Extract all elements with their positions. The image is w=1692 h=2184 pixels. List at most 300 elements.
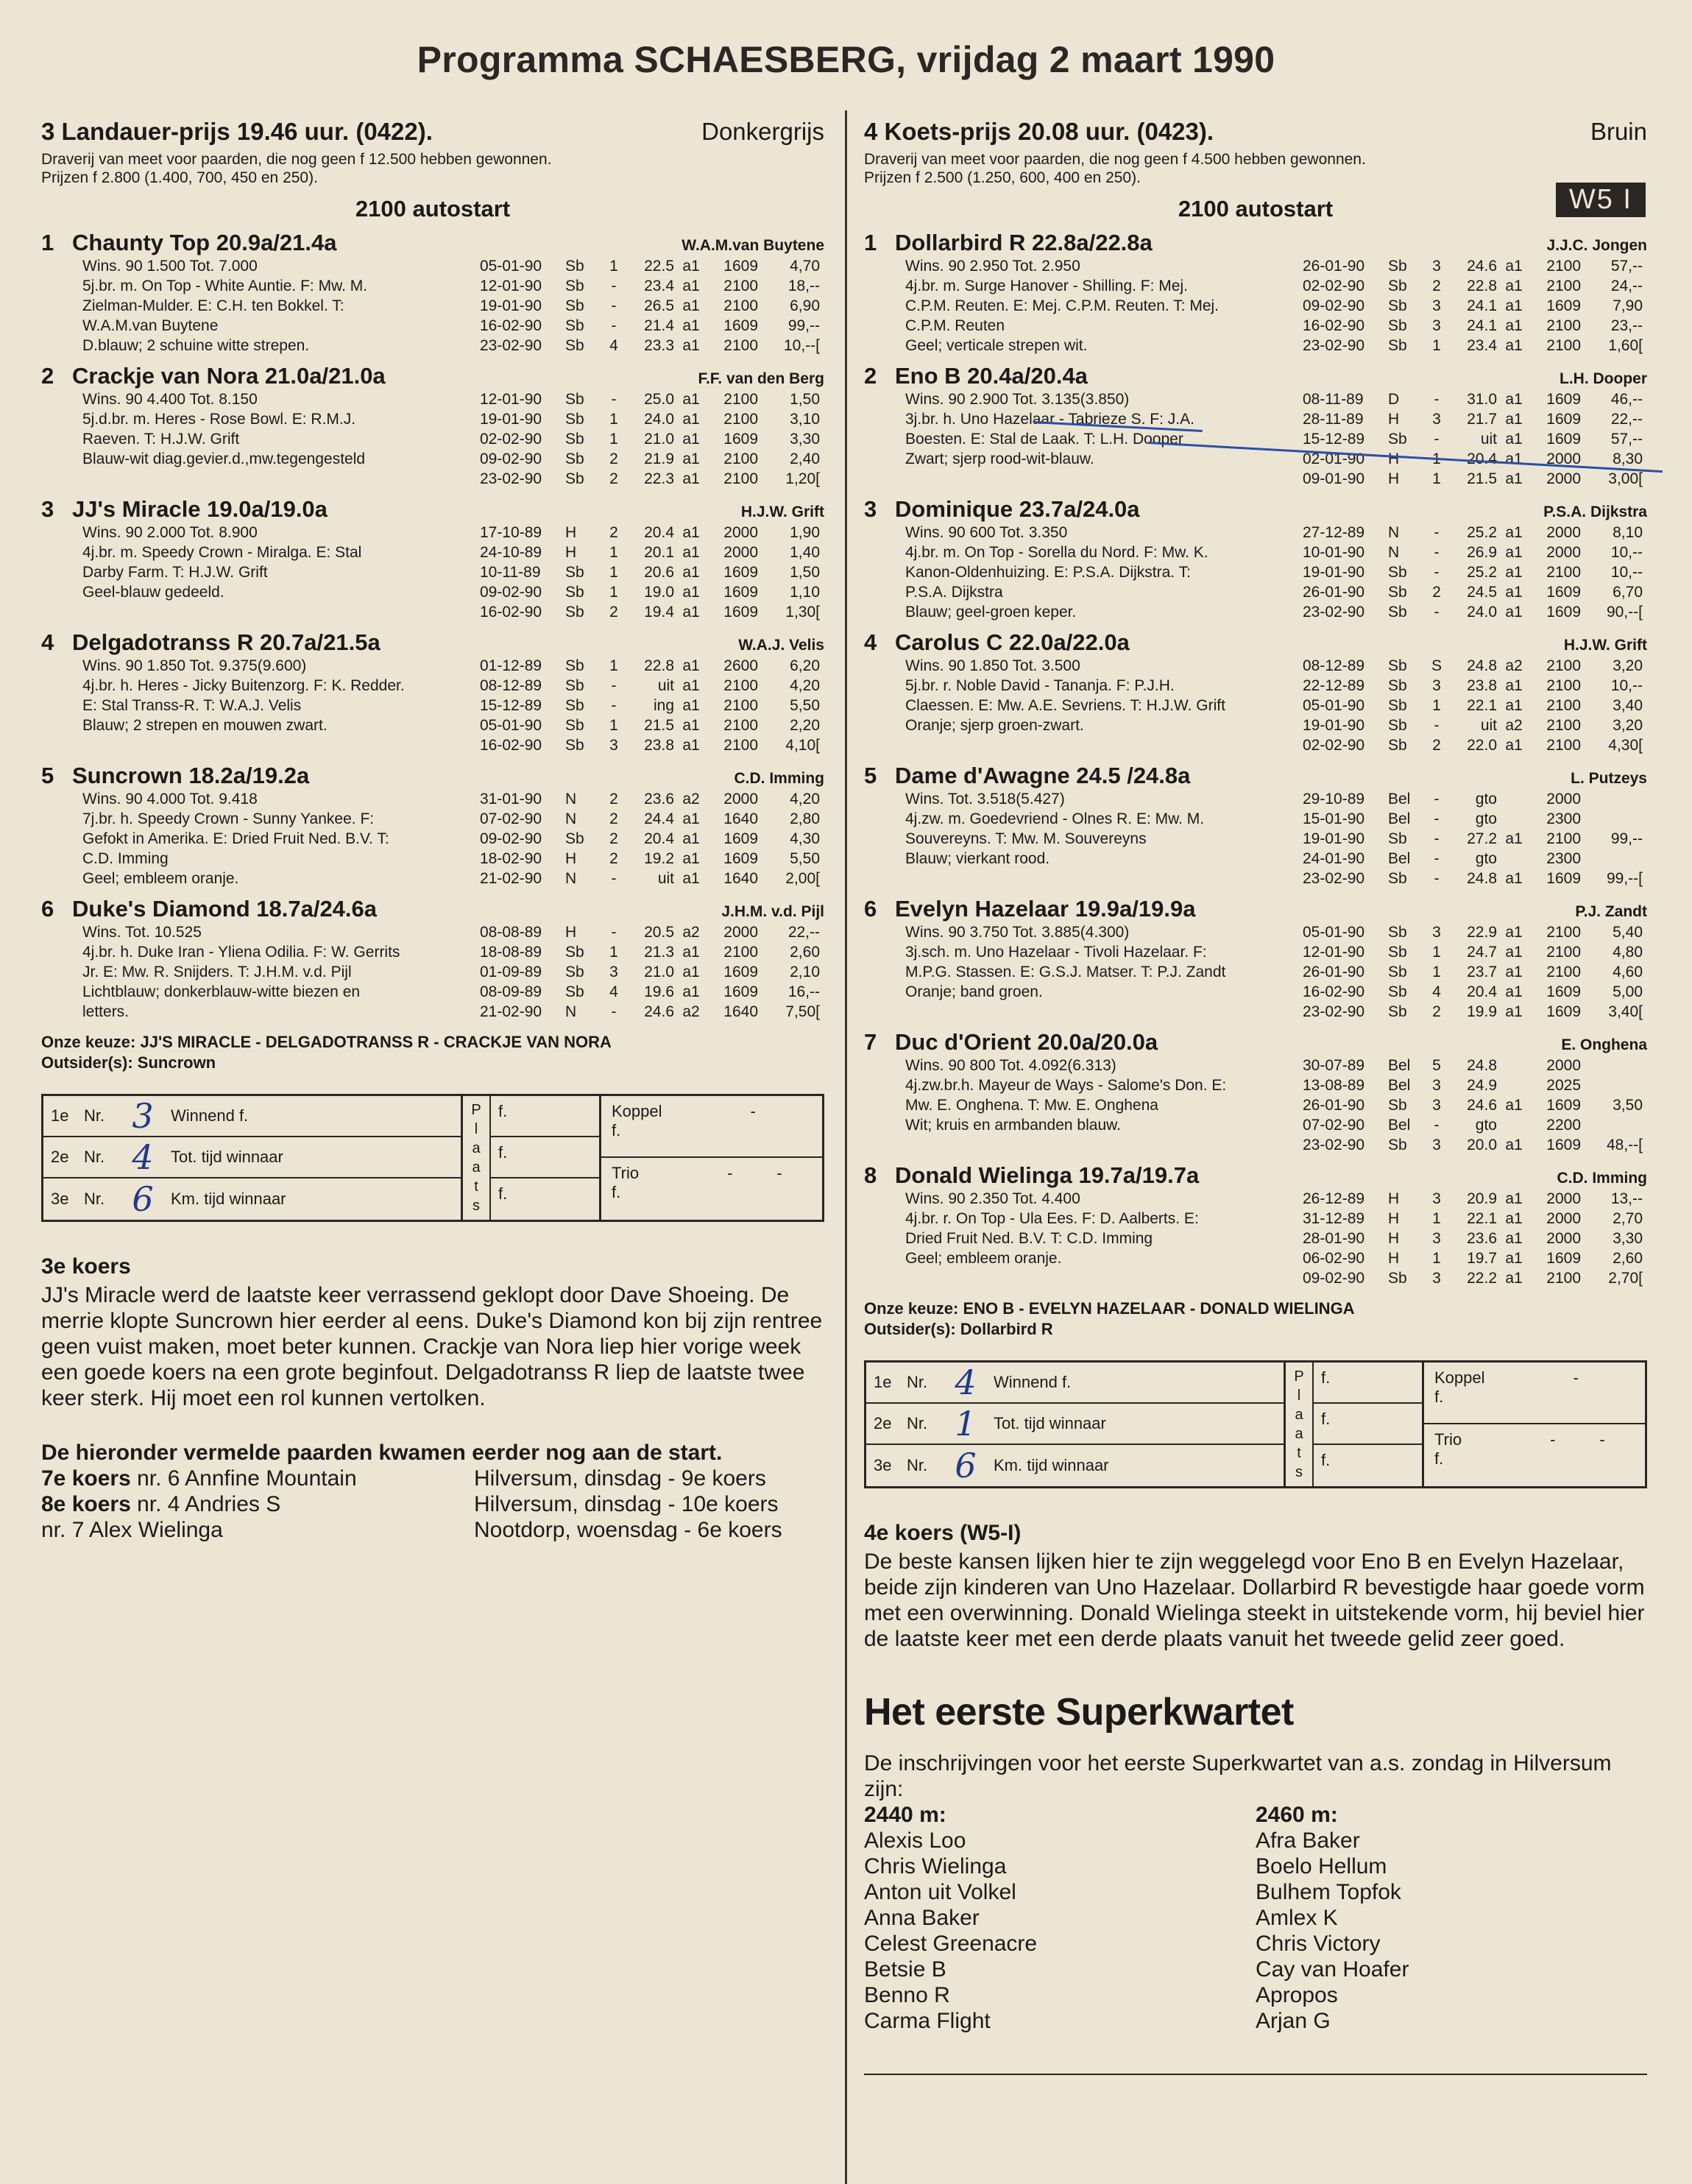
superkwartet-horse: Amlex K [1256, 1906, 1338, 1930]
earlier-starter-venue: Hilversum, dinsdag - 9e koers [474, 1466, 766, 1491]
form-cell: Sb [1388, 944, 1407, 961]
form-cell: 1 [1432, 1210, 1441, 1227]
form-table [480, 256, 820, 356]
form-cell: 1 [609, 258, 618, 275]
horse-info-line: Blauw-wit diag.gevier.d.,mw.tegengesteld [82, 450, 366, 467]
horse-body [905, 789, 1647, 888]
form-row [1303, 789, 1643, 809]
form-cell: 2100 [1546, 258, 1581, 275]
form-row [480, 696, 820, 715]
form-row [1303, 523, 1643, 543]
form-cell: Sb [1388, 983, 1407, 1000]
superkwartet-horse: Chris Victory [1256, 1932, 1381, 1956]
form-cell: 22.9 [1467, 924, 1497, 941]
form-cell: 4 [609, 337, 618, 354]
horse-info-line: 4j.zw. m. Goedevriend - Olnes R. E: Mw. M. [905, 810, 1205, 827]
horse-info-line: D.blauw; 2 schuine witte strepen. [82, 337, 310, 354]
form-cell: 2300 [1546, 810, 1581, 827]
form-cell: 3,30 [790, 431, 820, 448]
form-cell: 28-11-89 [1303, 411, 1364, 428]
horse-info-line: 4j.zw.br.h. Mayeur de Ways - Salome's Don. E: [905, 1077, 1227, 1094]
form-cell: 22.5 [644, 258, 674, 275]
horse-name: Dominique 23.7a/24.0a [895, 496, 1140, 522]
horse-name: Dame d'Awagne 24.5 /24.8a [895, 763, 1191, 788]
horse-trainer: H.J.W. Grift [740, 503, 824, 520]
horse-info [82, 256, 480, 356]
form-cell: 2200 [1546, 1117, 1581, 1134]
result-place: 3e [51, 1190, 69, 1208]
form-cell: 24.6 [644, 1003, 674, 1020]
form-cell: H [1388, 1210, 1400, 1227]
trio-dash: - [776, 1164, 782, 1182]
form-cell: 19.7 [1467, 1250, 1497, 1267]
form-cell: 05-01-90 [480, 258, 542, 275]
form-cell: 1 [609, 657, 618, 674]
form-cell: 1,40 [790, 544, 820, 561]
form-cell: 1 [609, 944, 618, 961]
form-cell: 15-01-90 [1303, 810, 1365, 827]
form-cell: 2 [609, 810, 618, 827]
form-cell: Sb [565, 431, 584, 448]
superkwartet-horse: Celest Greenacre [864, 1932, 1038, 1956]
horse-body [905, 1056, 1647, 1155]
form-cell: 3 [1432, 411, 1441, 428]
form-cell: a1 [1505, 983, 1523, 1000]
horse-entry [864, 763, 1647, 888]
form-cell: - [611, 677, 617, 694]
form-cell: 12-01-90 [480, 278, 542, 294]
horse-header [41, 230, 824, 256]
form-cell: 2 [1432, 584, 1441, 601]
form-cell: a2 [682, 1003, 700, 1020]
form-cell: 2300 [1546, 850, 1581, 867]
form-table [1303, 922, 1643, 1022]
form-cell: Sb [565, 317, 584, 334]
superkwartet-horse: Boelo Hellum [1256, 1854, 1387, 1879]
form-cell: 1,30[ [785, 604, 820, 621]
form-cell: 6,20 [790, 657, 820, 674]
earlier-horse-text: nr. 4 Andries S [130, 1492, 281, 1516]
form-cell: 23-02-90 [480, 337, 542, 354]
form-cell: a1 [682, 870, 700, 887]
form-cell: 1609 [723, 964, 758, 980]
form-row [1303, 982, 1643, 1002]
superkwartet-horse: Bulhem Topfok [1256, 1880, 1401, 1904]
form-cell: - [1434, 524, 1440, 541]
horse-info [905, 789, 1303, 888]
form-row [1303, 1189, 1643, 1209]
horse-info-line: C.P.M. Reuten. E: Mej. C.P.M. Reuten. T: Mej. [905, 297, 1220, 314]
form-cell: 24-01-90 [1303, 850, 1365, 867]
form-cell: 18-08-89 [480, 944, 542, 961]
form-cell: 2000 [1546, 450, 1581, 467]
form-cell: Bel [1388, 850, 1411, 867]
form-cell: 24.6 [1467, 258, 1497, 275]
form-cell: 4,70 [790, 258, 820, 275]
form-cell [1581, 1056, 1643, 1075]
form-cell: Sb [565, 697, 584, 714]
form-cell: 12-01-90 [1303, 944, 1365, 961]
form-cell: 08-12-89 [1303, 657, 1365, 674]
form-cell: - [1434, 604, 1440, 621]
form-cell: 1609 [1546, 604, 1581, 621]
analysis-title: 4e koers (W5-I) [864, 1521, 1022, 1545]
horse-entry [41, 363, 824, 489]
horse-info-line: Jr. E: Mw. R. Snijders. T: J.H.M. v.d. Pijl [82, 964, 352, 980]
form-cell: Sb [1388, 564, 1407, 581]
form-cell: 5,40 [1613, 924, 1643, 941]
form-cell: 3,50 [1613, 1097, 1643, 1114]
form-cell: gto [1475, 850, 1497, 867]
form-cell: H [565, 924, 577, 941]
form-cell: 1609 [723, 983, 758, 1000]
form-cell: 22.1 [1467, 1210, 1497, 1227]
form-cell: 22,-- [1610, 411, 1643, 428]
horse-info-line: Raeven. T: H.J.W. Grift [82, 431, 240, 448]
form-cell: a1 [682, 944, 700, 961]
form-cell: 23.7 [1467, 964, 1497, 980]
horse-number: 6 [864, 896, 877, 922]
horse-info [905, 389, 1303, 489]
result-box [41, 1094, 824, 1222]
form-cell: 1,60[ [1608, 337, 1643, 354]
form-cell: 2100 [723, 337, 758, 354]
horse-header [864, 1162, 1647, 1189]
horse-info-line: 3j.sch. m. Uno Hazelaar - Tivoli Hazelaar. F: [905, 944, 1207, 961]
horse-trainer: F.F. van den Berg [698, 370, 824, 387]
horse-info-line: Zielman-Mulder. E: C.H. ten Bokkel. T: [82, 297, 344, 314]
superkwartet-horse: Cay van Hoafer [1256, 1957, 1409, 1982]
form-row [480, 449, 820, 469]
form-table [1303, 656, 1643, 755]
form-cell: 20.4 [644, 524, 674, 541]
earlier-race-label: 8e koers [41, 1492, 131, 1516]
form-cell: 19.2 [644, 850, 674, 867]
horse-info-line: letters. [82, 1003, 130, 1020]
form-cell: Bel [1388, 1077, 1411, 1094]
horse-info-line: Oranje; band groen. [905, 983, 1043, 1000]
form-cell: 02-01-90 [1303, 450, 1365, 467]
our-choice [864, 1298, 1647, 1340]
form-cell: 99,--[ [1606, 870, 1643, 887]
horse-info [905, 1189, 1303, 1288]
race-4-column [864, 118, 1647, 2075]
form-cell: Sb [565, 411, 584, 428]
form-cell: 13-08-89 [1303, 1077, 1365, 1094]
horse-body [82, 256, 824, 356]
form-cell: H [565, 850, 577, 867]
form-cell: 23-02-90 [1303, 337, 1365, 354]
form-cell: - [1434, 431, 1440, 448]
form-cell: 2000 [723, 524, 758, 541]
result-box [864, 1360, 1647, 1488]
horse-info-line: Wins. 90 2.000 Tot. 8.900 [82, 524, 258, 541]
form-row [1303, 1095, 1643, 1115]
form-cell: 1 [1432, 337, 1441, 354]
horse-info-line: Wins. 90 1.850 Tot. 3.500 [905, 657, 1080, 674]
form-cell: Sb [1388, 1270, 1407, 1287]
form-cell: 1609 [723, 317, 758, 334]
result-place: 3e [874, 1456, 892, 1474]
form-row [1303, 469, 1643, 489]
horse-info-line: Geel; verticale strepen wit. [905, 337, 1088, 354]
form-cell: N [565, 1003, 577, 1020]
horse-info-line: Wins. 90 2.350 Tot. 4.400 [905, 1190, 1080, 1207]
form-cell: N [565, 870, 577, 887]
form-row [480, 256, 820, 276]
horse-body [82, 789, 824, 888]
form-cell: 26-01-90 [1303, 1097, 1365, 1114]
horse-info-line: Wins. 90 4.400 Tot. 8.150 [82, 391, 258, 408]
form-cell: Sb [1388, 317, 1407, 334]
result-f-cell: f. [1321, 1451, 1331, 1469]
horse-body [905, 523, 1647, 622]
form-row [480, 869, 820, 888]
horse-header [864, 363, 1647, 389]
form-cell: 1 [609, 411, 618, 428]
form-cell: 23.6 [1467, 1230, 1497, 1247]
form-cell: 16-02-90 [480, 317, 542, 334]
form-cell: Sb [1388, 278, 1407, 294]
horse-info-line: C.P.M. Reuten [905, 317, 1005, 334]
form-cell: Sb [1388, 924, 1407, 941]
horse-info [82, 523, 480, 622]
form-cell: 19-01-90 [1303, 717, 1365, 734]
form-cell: Sb [565, 564, 584, 581]
form-cell: 20.9 [1467, 1190, 1497, 1207]
form-cell [1497, 789, 1531, 809]
form-cell: 4,30 [790, 830, 820, 847]
form-row [1303, 276, 1643, 296]
result-label: Tot. tijd winnaar [171, 1148, 283, 1166]
form-cell: 05-01-90 [1303, 697, 1365, 714]
form-cell: a1 [682, 337, 700, 354]
form-row [1303, 942, 1643, 962]
form-cell: 1609 [1546, 1250, 1581, 1267]
form-row [480, 543, 820, 562]
our-choice-line: Onze keuze: ENO B - EVELYN HAZELAAR - DONALD WIELINGA [864, 1299, 1355, 1318]
form-cell: Bel [1388, 791, 1411, 807]
form-cell: S [1431, 657, 1442, 674]
form-cell: 5,50 [790, 850, 820, 867]
form-cell: Bel [1388, 810, 1411, 827]
form-cell: 2,40 [790, 450, 820, 467]
form-cell: H [1388, 470, 1400, 487]
form-cell: a1 [1505, 924, 1523, 941]
form-cell: N [1388, 544, 1400, 561]
result-row [43, 1178, 461, 1220]
form-cell: 29-10-89 [1303, 791, 1365, 807]
form-cell: Sb [565, 737, 584, 754]
form-row [1303, 562, 1643, 582]
horse-info-line: M.P.G. Stassen. E: G.S.J. Matser. T: P.J. Zandt [905, 964, 1226, 980]
form-cell: - [611, 924, 617, 941]
form-cell: 23.8 [644, 737, 674, 754]
form-cell: 1,10 [790, 584, 820, 601]
form-cell: a1 [1505, 964, 1523, 980]
horse-info-line: Blauw; vierkant rood. [905, 850, 1050, 867]
form-cell: Sb [1388, 870, 1407, 887]
form-cell: D [1388, 391, 1400, 408]
form-cell: 20.4 [1467, 450, 1497, 467]
form-cell: 31-01-90 [480, 791, 542, 807]
form-cell: - [611, 391, 617, 408]
form-cell: Sb [565, 964, 584, 980]
form-cell: 02-02-90 [1303, 278, 1365, 294]
form-cell: 1 [1432, 697, 1441, 714]
form-cell: 3 [1432, 297, 1441, 314]
form-table [1303, 1056, 1643, 1155]
race-3-column [41, 118, 824, 1543]
horse-entry [41, 763, 824, 888]
form-cell: 2100 [1546, 737, 1581, 754]
column-divider [845, 110, 847, 2184]
form-cell: Sb [565, 470, 584, 487]
form-cell: 24.1 [1467, 317, 1497, 334]
form-cell: - [1434, 391, 1440, 408]
form-cell: 5,00 [1613, 983, 1643, 1000]
earlier-starter-horse [41, 1491, 474, 1517]
form-cell: Sb [565, 337, 584, 354]
form-cell: 1 [1432, 470, 1441, 487]
horse-info [905, 1056, 1303, 1155]
form-cell: uit [1480, 431, 1497, 448]
handwritten-number: 4 [132, 1137, 154, 1177]
horse-body [82, 389, 824, 489]
horse-trainer: H.J.W. Grift [1563, 637, 1647, 654]
race-conditions [864, 150, 1647, 187]
superkwartet-intro: De inschrijvingen voor het eerste Superkwartet van a.s. zondag in Hilversum zijn: [864, 1751, 1612, 1801]
horse-trainer: C.D. Imming [734, 770, 824, 787]
form-cell: 26-01-90 [1303, 258, 1365, 275]
form-cell: 1609 [723, 431, 758, 448]
form-row [480, 735, 820, 755]
form-cell: 19.9 [1467, 1003, 1497, 1020]
form-row [1303, 922, 1643, 942]
form-cell: a1 [1505, 544, 1523, 561]
form-table [480, 389, 820, 489]
form-cell: Sb [565, 584, 584, 601]
plaats-letter: a [472, 1140, 481, 1156]
form-cell: 24.4 [644, 810, 674, 827]
form-row [480, 409, 820, 429]
form-cell: a1 [682, 278, 700, 294]
bottom-rule [864, 2074, 1647, 2075]
horse-info-line: Wins. 90 2.900 Tot. 3.135(3.850) [905, 391, 1130, 408]
form-row [1303, 1056, 1643, 1075]
form-cell: Sb [565, 717, 584, 734]
form-cell [1497, 849, 1531, 869]
horse-info-line: C.D. Imming [82, 850, 169, 867]
earlier-starter-horse [41, 1466, 474, 1491]
result-f-column [491, 1096, 601, 1220]
form-cell: a1 [682, 657, 700, 674]
form-cell: a1 [682, 524, 700, 541]
trio-cell [601, 1158, 822, 1220]
form-cell: 2100 [723, 737, 758, 754]
form-cell: 3,20 [1613, 657, 1643, 674]
horse-info-line: Lichtblauw; donkerblauw-witte biezen en [82, 983, 361, 1000]
horse-info [905, 256, 1303, 356]
form-cell: H [1388, 1230, 1400, 1247]
form-cell: N [1388, 524, 1400, 541]
form-cell: 18-02-90 [480, 850, 542, 867]
form-cell: 99,-- [1610, 830, 1643, 847]
horse-number: 4 [864, 629, 877, 655]
form-cell: a2 [682, 924, 700, 941]
form-cell: a1 [1505, 870, 1523, 887]
race-color: Bruin [1590, 118, 1647, 145]
horse-trainer: W.A.J. Velis [738, 637, 824, 654]
horse-header [41, 896, 824, 922]
form-cell: - [611, 870, 617, 887]
form-cell: 1,90 [790, 524, 820, 541]
form-cell: 24.6 [1467, 1097, 1497, 1114]
form-cell: 3 [1432, 258, 1441, 275]
form-row [480, 715, 820, 735]
form-cell: 4,20 [790, 677, 820, 694]
horse-info [905, 523, 1303, 622]
form-cell: a1 [1505, 470, 1523, 487]
horse-info-line: 5j.d.br. m. Heres - Rose Bowl. E: R.M.J. [82, 411, 356, 428]
form-row [1303, 1248, 1643, 1268]
form-cell: Sb [565, 297, 584, 314]
horse-info-line: W.A.M.van Buytene [82, 317, 219, 334]
form-cell: a1 [682, 830, 700, 847]
form-cell: 2000 [1546, 1190, 1581, 1207]
horse-name: Duc d'Orient 20.0a/20.0a [895, 1029, 1158, 1055]
superkwartet-horse: Arjan G [1256, 2009, 1331, 2033]
form-cell: a1 [682, 964, 700, 980]
form-cell: 24.0 [1467, 604, 1497, 621]
form-cell: 2100 [1546, 278, 1581, 294]
horse-name: Eno B 20.4a/20.4a [895, 363, 1088, 389]
form-cell: uit [657, 870, 674, 887]
trio-dash: - [727, 1164, 733, 1182]
horse-header [864, 896, 1647, 922]
form-cell: a1 [682, 470, 700, 487]
form-cell: 1609 [1546, 1097, 1581, 1114]
form-row [1303, 1075, 1643, 1095]
horse-header [864, 230, 1647, 256]
form-row [1303, 336, 1643, 356]
form-cell: uit [1480, 717, 1497, 734]
horse-number: 1 [864, 230, 877, 255]
horse-trainer: L. Putzeys [1571, 770, 1647, 787]
form-cell: 08-08-89 [480, 924, 542, 941]
form-cell: 5 [1432, 1057, 1441, 1074]
form-cell: 16-02-90 [480, 737, 542, 754]
form-cell: H [1388, 1250, 1400, 1267]
horse-entry [41, 496, 824, 622]
form-cell: Sb [1388, 604, 1407, 621]
form-cell: 1609 [1546, 1003, 1581, 1020]
form-cell: - [611, 297, 617, 314]
form-cell: 07-02-90 [480, 810, 542, 827]
horse-info-line: Zwart; sjerp rood-wit-blauw. [905, 450, 1094, 467]
form-cell: uit [657, 677, 674, 694]
form-cell: a1 [1505, 411, 1523, 428]
form-cell: 2 [1432, 737, 1441, 754]
handwritten-number: 6 [132, 1179, 154, 1219]
form-row [1303, 602, 1643, 622]
horse-info [82, 389, 480, 489]
form-cell: 1 [1432, 964, 1441, 980]
w5-badge: W5 I [1556, 183, 1646, 217]
form-cell: 2100 [723, 297, 758, 314]
form-cell: 1609 [723, 584, 758, 601]
form-cell: H [1388, 1190, 1400, 1207]
